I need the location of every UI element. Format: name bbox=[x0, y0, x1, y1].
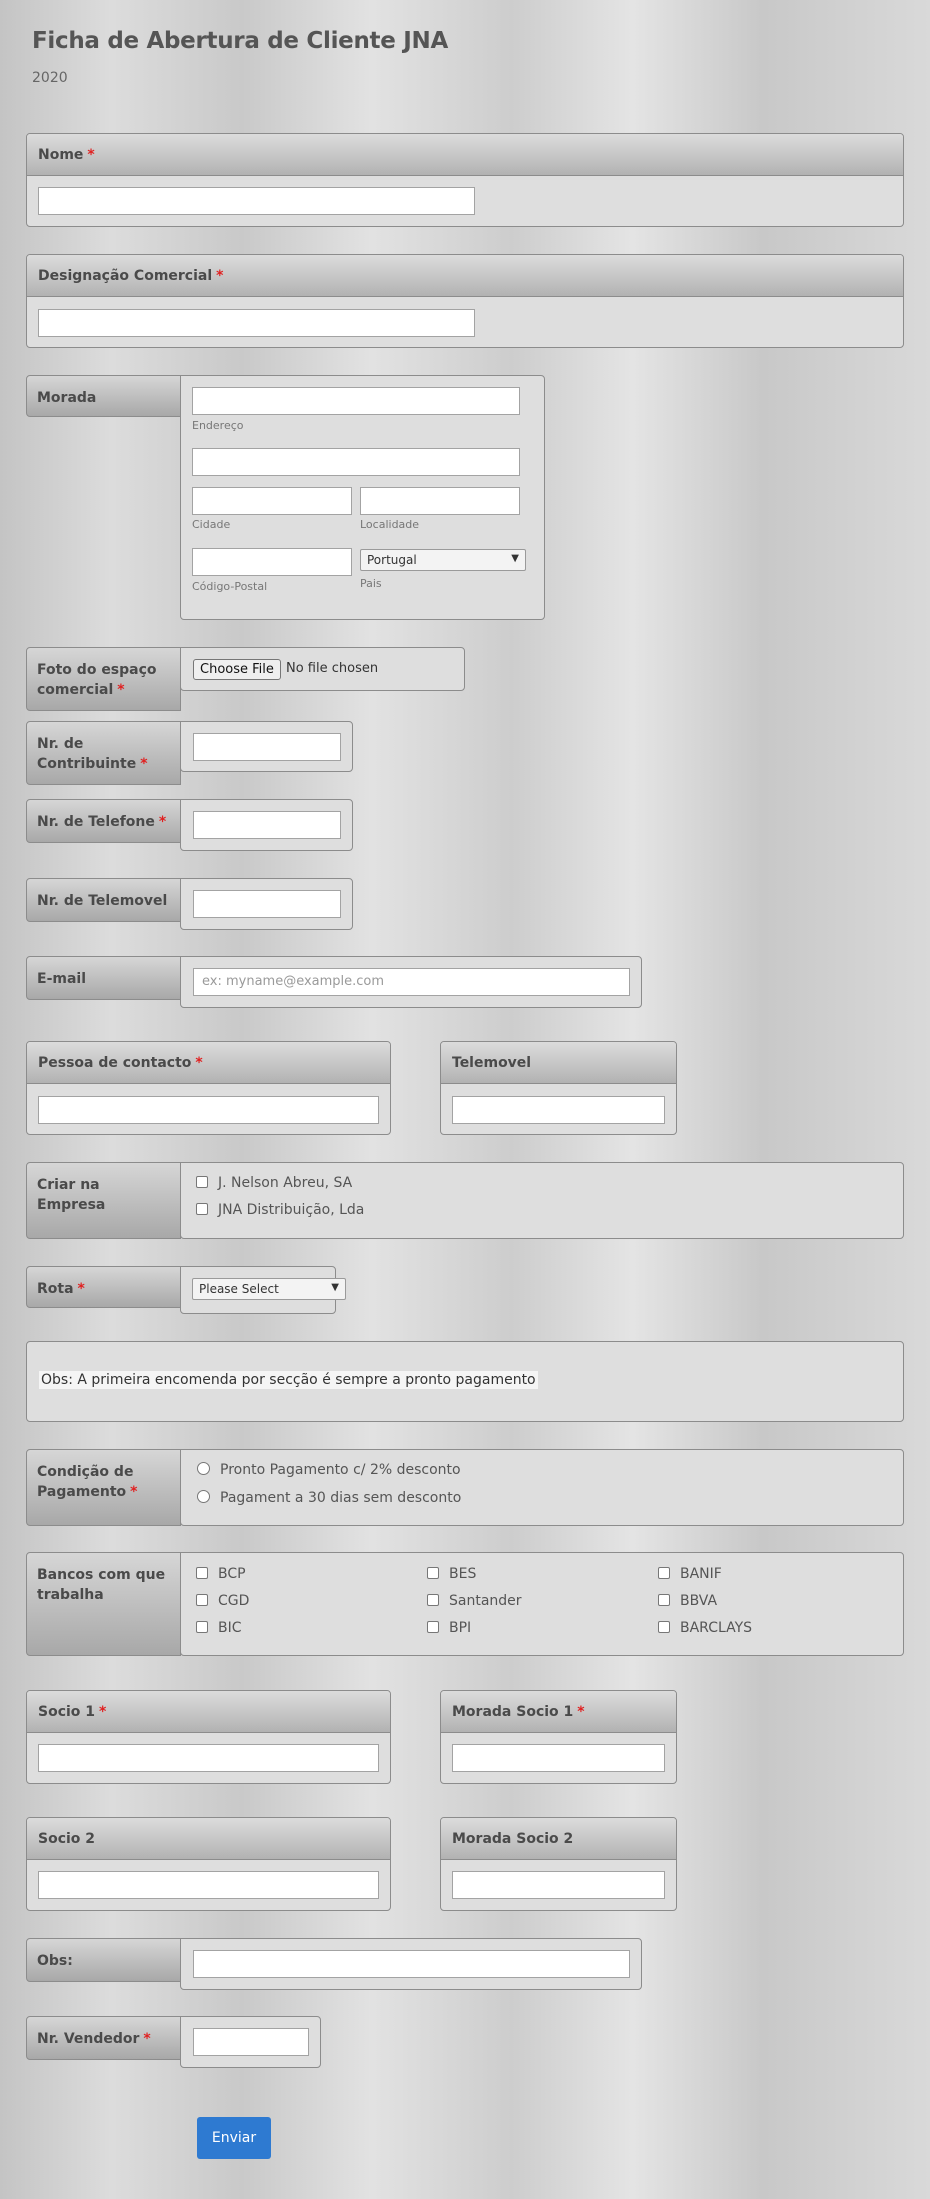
checkbox[interactable] bbox=[196, 1176, 208, 1188]
socio1-input[interactable] bbox=[38, 1744, 379, 1772]
morada-pais-select[interactable] bbox=[360, 549, 526, 571]
banco-option[interactable]: BARCLAYS bbox=[658, 1620, 752, 1636]
telemovel-label: Nr. de Telemovel bbox=[26, 878, 181, 922]
contribuinte-label: Nr. de Contribuinte * bbox=[26, 721, 181, 785]
pais-value: Portugal bbox=[367, 553, 417, 567]
pagamento-body bbox=[180, 1449, 904, 1526]
required-mark: * bbox=[577, 1704, 585, 1720]
required-mark: * bbox=[195, 1055, 203, 1071]
pagamento-option-30-dias[interactable]: Pagament a 30 dias sem desconto bbox=[197, 1490, 461, 1506]
socio1-label: Socio 1 * bbox=[27, 1691, 390, 1733]
checkbox[interactable] bbox=[658, 1594, 670, 1606]
checkbox[interactable] bbox=[196, 1567, 208, 1579]
checkbox[interactable] bbox=[196, 1203, 208, 1215]
checkbox[interactable] bbox=[196, 1594, 208, 1606]
obs-note-text: Obs: A primeira encomenda por secção é sempre a pronto pagamento bbox=[41, 1372, 536, 1388]
pagamento-label: Condição de Pagamento * bbox=[26, 1449, 181, 1526]
cidade-sublabel: Cidade bbox=[192, 518, 231, 531]
morada-socio2-label: Morada Socio 2 bbox=[441, 1818, 676, 1860]
radio[interactable] bbox=[197, 1462, 210, 1475]
email-input[interactable]: ex: myname@example.com bbox=[193, 968, 630, 996]
rota-select[interactable] bbox=[192, 1278, 346, 1300]
rota-value: Please Select bbox=[199, 1282, 279, 1296]
morada-codigo-postal-input[interactable] bbox=[192, 548, 352, 576]
choose-file-button[interactable]: Choose File bbox=[193, 659, 281, 680]
empresa-label: Criar na Empresa bbox=[26, 1162, 181, 1239]
banco-option[interactable]: BPI bbox=[427, 1620, 471, 1636]
banco-option[interactable]: BANIF bbox=[658, 1566, 722, 1582]
pessoa-contacto-label: Pessoa de contacto * bbox=[27, 1042, 390, 1084]
banco-option[interactable]: Santander bbox=[427, 1593, 522, 1609]
morada-socio1-input[interactable] bbox=[452, 1744, 665, 1772]
codigo-postal-sublabel: Código-Postal bbox=[192, 580, 268, 593]
banco-option[interactable]: BES bbox=[427, 1566, 476, 1582]
morada-localidade-input[interactable] bbox=[360, 487, 520, 515]
required-mark: * bbox=[87, 147, 95, 163]
bancos-body bbox=[180, 1552, 904, 1656]
chevron-down-icon: ▼ bbox=[331, 1282, 339, 1293]
morada-endereco-input[interactable] bbox=[192, 387, 520, 415]
contribuinte-input[interactable] bbox=[193, 733, 341, 761]
telefone-label: Nr. de Telefone * bbox=[26, 799, 181, 843]
nome-input[interactable] bbox=[38, 187, 475, 215]
banco-option[interactable]: CGD bbox=[196, 1593, 249, 1609]
morada-label: Morada bbox=[26, 375, 181, 417]
required-mark: * bbox=[99, 1704, 107, 1720]
endereco-sublabel: Endereço bbox=[192, 419, 244, 432]
nome-label: Nome * bbox=[27, 134, 903, 176]
form-title: Ficha de Abertura de Cliente JNA bbox=[32, 28, 448, 54]
checkbox[interactable] bbox=[658, 1567, 670, 1579]
banco-option[interactable]: BBVA bbox=[658, 1593, 717, 1609]
socio2-input[interactable] bbox=[38, 1871, 379, 1899]
telemovel-contacto-input[interactable] bbox=[452, 1096, 665, 1124]
pessoa-contacto-input[interactable] bbox=[38, 1096, 379, 1124]
checkbox[interactable] bbox=[427, 1594, 439, 1606]
empresa-option-jnelson[interactable]: J. Nelson Abreu, SA bbox=[196, 1175, 352, 1191]
banco-option[interactable]: BIC bbox=[196, 1620, 242, 1636]
designacao-input[interactable] bbox=[38, 309, 475, 337]
bancos-label: Bancos com que trabalha bbox=[26, 1552, 181, 1656]
form-subtitle: 2020 bbox=[32, 70, 68, 86]
telemovel-input[interactable] bbox=[193, 890, 341, 918]
checkbox[interactable] bbox=[658, 1621, 670, 1633]
obs-input[interactable] bbox=[193, 1950, 630, 1978]
required-mark: * bbox=[117, 682, 125, 698]
required-mark: * bbox=[216, 268, 224, 284]
empresa-option-jna-distribuicao[interactable]: JNA Distribuição, Lda bbox=[196, 1202, 364, 1218]
morada-cidade-input[interactable] bbox=[192, 487, 352, 515]
foto-label: Foto do espaço comercial * bbox=[26, 647, 181, 711]
chevron-down-icon: ▼ bbox=[511, 553, 519, 564]
telefone-input[interactable] bbox=[193, 811, 341, 839]
rota-label: Rota * bbox=[26, 1266, 181, 1308]
vendedor-label: Nr. Vendedor * bbox=[26, 2016, 181, 2060]
checkbox[interactable] bbox=[196, 1621, 208, 1633]
socio2-label: Socio 2 bbox=[27, 1818, 390, 1860]
designacao-label: Designação Comercial * bbox=[27, 255, 903, 297]
required-mark: * bbox=[77, 1281, 85, 1297]
morada-endereco2-input[interactable] bbox=[192, 448, 520, 476]
file-status: No file chosen bbox=[286, 661, 379, 676]
email-label: E-mail bbox=[26, 956, 181, 1000]
vendedor-input[interactable] bbox=[193, 2028, 309, 2056]
required-mark: * bbox=[140, 756, 148, 772]
banco-option[interactable]: BCP bbox=[196, 1566, 246, 1582]
submit-button[interactable]: Enviar bbox=[197, 2117, 271, 2159]
checkbox[interactable] bbox=[427, 1621, 439, 1633]
morada-socio2-input[interactable] bbox=[452, 1871, 665, 1899]
localidade-sublabel: Localidade bbox=[360, 518, 420, 531]
checkbox[interactable] bbox=[427, 1567, 439, 1579]
required-mark: * bbox=[158, 814, 167, 830]
radio[interactable] bbox=[197, 1490, 210, 1503]
pais-sublabel: Pais bbox=[360, 577, 382, 590]
pagamento-option-pronto[interactable]: Pronto Pagamento c/ 2% desconto bbox=[197, 1462, 461, 1478]
obs-label: Obs: bbox=[26, 1938, 181, 1982]
empresa-body bbox=[180, 1162, 904, 1239]
telemovel-contacto-label: Telemovel bbox=[441, 1042, 676, 1084]
required-mark: * bbox=[130, 1484, 138, 1500]
required-mark: * bbox=[143, 2031, 151, 2047]
morada-socio1-label: Morada Socio 1 * bbox=[441, 1691, 676, 1733]
